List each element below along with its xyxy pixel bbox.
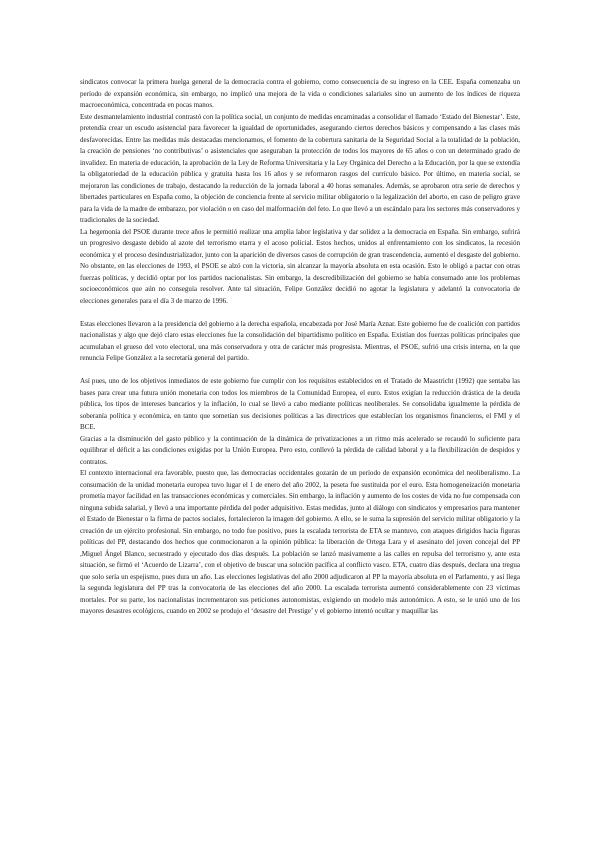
paragraph-6: Gracias a la disminución del gasto público y la continuación de la dinámica de privatizaciones a un ritmo más acelerado se recaudó lo suficiente para equilibrar el déficit a las condiciones exigidas por la Unión Europea. Pero esto, conllevó la pérdida de calidad laboral y a la flexibilización de despidos y contratos. (80, 434, 520, 466)
paragraph-spacer (80, 307, 520, 319)
paragraph-2: Este desmantelamiento industrial contrastó con la política social, un conjunto de medidas encaminadas a consolidar el llamado ‘Estado del Bienestar’. Este, pretendía crear un escudo asistencial para favorecer la igualdad de oportunidades, asegurando ciertos derechos básicos y compensando a las clases más desfavorecidas. Entre las medidas más destacadas mencionamos, el fomento de la cobertura sanitaria de la Seguridad Social a la totalidad de la población, la creación de pensiones ‘no contributivas’ o asistenciales que aseguraban la protección de todos los mayores de 65 años o con un determinado grado de invalidez. En materia de educación, la aprobación de la Ley de Reforma Universitaria y la Ley Orgánica del Derecho a la Educación, por la que se extendía la obligatoriedad de la educación pública y gratuita hasta los 16 años y se reformaron rasgos del currículo básico. Por último, en materia social, se mejoraron las condiciones de trabajo, destacando la reducción de la jornada laboral a 40 horas semanales. Además, se aprobaron otra serie de derechos y libertades particulares en España como, la objeción de conciencia frente al servicio militar obligatorio o la legalización del aborto, en caso de peligro grave para la vida de la madre de embarazo, por violación o en caso del malformación del feto. Lo que llevó a un escándalo para los sectores más conservadores y tradicionales de la sociedad. (80, 112, 520, 224)
paragraph-4: Estas elecciones llevaron a la presidencia del gobierno a la derecha española, encabezada por José María Aznar. Este gobierno fue de coalición con partidos nacionalistas y algo que dejó claro estas elecciones fue la consolidación del bipartidismo político en España. Existían dos fuerzas políticas principales que acumulaban el grueso del voto electoral, una más conservadora y otra de carácter más progresista. Mientras, el PSOE, sufrió una crisis interna, en la que renuncia Felipe González a la secretaría general del partido. (80, 319, 520, 362)
paragraph-7: El contexto internacional era favorable, puesto que, las democracias occidentales gozarán de un período de expansión económica del neoliberalismo. La consumación de la unidad monetaria europea tuvo lugar el 1 de enero del año 2002, la peseta fue sustituida por el euro. Esta homogeneización monetaria prometía mayor facilidad en las transacciones económicas y comerciales. Sin embargo, la inflación y aumento de los costes de vida no fue compensada con ninguna subida salarial, y llevó a una importante pérdida del poder adquisitivo. Estas medidas, junto al diálogo con sindicatos y empresarios para mantener el Estado de Bienestar o la firma de pactos sociales, fortalecieron la imagen del gobierno. A ello, se le suma la supresión del servicio militar obligatorio y la creación de un ejército profesional. Sin embargo, no todo fue positivo, pues la escalada terrorista de ETA se mantuvo, con ataques dirigidos hacia figuras políticas del PP, destacando dos hechos que conmocionaron a la opinión pública: la liberación de Ortega Lara y el asesinato del joven concejal del PP ,Miguel Ángel Blanco, secuestrado y ejecutado dos días después. La población se lanzó masivamente a las calles en repulsa del terrorismo y, ante esta situación, se firmó el ‘Acuerdo de Lizarra’, con el objetivo de buscar una solución pacífica al conflicto vasco. ETA, cuatro días después, declara una tregua que solo sería un espejismo, pues dura un año. Las elecciones legislativas del año 2000 adjudicaron al PP la mayoría absoluta en el Parlamento, y así llega la segunda legislatura del PP tras la convocatoria de las elecciones del año 2000. La escalada terrorista aumentó considerablemente con 23 víctimas mortales. Por su parte, los nacionalistas incrementaron sus peticiones autonomistas, exigiendo un modelo más autonómico. A esto, se le unió uno de los mayores desastres ecológicos, cuando en 2002 se produjo el ‘desastre del Prestige’ y el gobierno intentó ocultar y maquillar las (80, 469, 520, 615)
paragraph-3: La hegemonía del PSOE durante trece años le permitió realizar una amplia labor legislativa y dar solidez a la democracia en España. Sin embargo, sufrirá un progresivo desgaste debido al azote del terrorismo etarra y el acoso policial. Estos hechos, unidos al enfrentamiento con los sindicatos, la recesión económica y el proceso desindustrializador, junto con la aparición de diversos casos de corrupción de gran trascendencia, aumentó el desgaste del gobierno. No obstante, en las elecciones de 1993, el PSOE se alzó con la victoria, sin alcanzar la mayoría absoluta en esta ocasión. Esto le obligó a pactar con otras fuerzas políticas, y decidió optar por los partidos nacionalistas. Sin embargo, la descredibilización del gobierno se había consumado ante los problemas socioeconómicos que aún no conseguía resolver. Ante tal situación, Felipe González decidió no agotar la legislatura y adelantó la convocatoria de elecciones generales para el día 3 de marzo de 1996. (80, 227, 520, 305)
paragraph-5: Así pues, uno de los objetivos inmediatos de este gobierno fue cumplir con los requisitos establecidos en el Tratado de Maastricht (1992) que sentaba las bases para crear una futura unión monetaria con todos los miembros de la Comunidad Europea, el euro. Estos exigían la reducción drástica de la deuda pública, los tipos de intereses bancarios y la inflación, lo cual se llevó a cabo mediante políticas neoliberales. Se consolidaba igualmente la pérdida de soberanía política y económica, en tanto que sometían sus decisiones políticas a las directrices que establecían los organismos financieros, el FMI y el BCE. (80, 377, 520, 431)
paragraph-1: sindicatos convocar la primera huelga general de la democracia contra el gobierno, como consecuencia de su ingreso en la CEE. España comenzaba un período de expansión económica, sin embargo, no implicó una mejora de la vida o condiciones salariales sino un aumento de los índices de riqueza macroeconómica, concentrada en pocas manos. (80, 78, 520, 109)
paragraph-spacer (80, 365, 520, 377)
